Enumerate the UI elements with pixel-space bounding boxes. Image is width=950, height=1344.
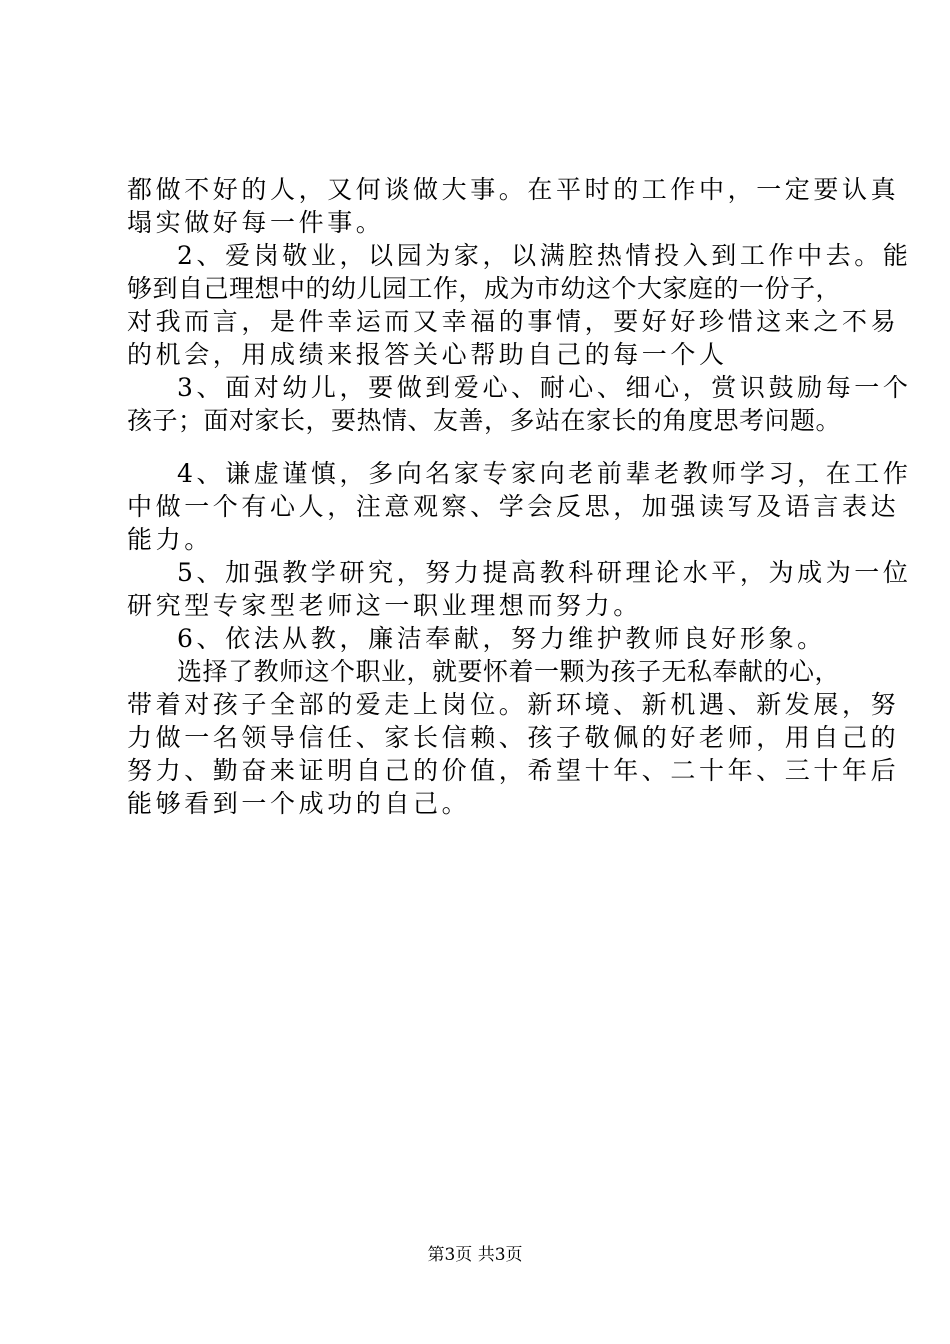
text-line: 努力、勤奋来证明自己的价值，希望十年、二十年、三十年后 — [127, 756, 900, 785]
text-line: 6、依法从教，廉洁奉献，努力维护教师良好形象。 — [177, 624, 826, 653]
text-line: 力做一名领导信任、家长信赖、孩子敬佩的好老师，用自己的 — [127, 723, 900, 752]
paragraph-gap — [127, 437, 867, 457]
document-body — [127, 173, 912, 820]
text-line: 够到自己理想中的幼儿园工作，成为市幼这个大家庭的一份子， — [127, 274, 842, 303]
text-line: 选择了教师这个职业，就要怀着一颗为孩子无私奉献的心， — [177, 657, 841, 686]
text-line: 的机会，用成绩来报答关心帮助自己的每一个人 — [127, 340, 728, 369]
text-line: 中做一个有心人，注意观察、学会反思，加强读写及语言表达 — [127, 492, 900, 521]
text-line: 对我而言，是件幸运而又幸福的事情，要好好珍惜这来之不易 — [127, 307, 900, 336]
page-number-footer: 第3页 共3页 — [427, 1245, 523, 1265]
text-line: 带着对孩子全部的爱走上岗位。新环境、新机遇、新发展，努 — [127, 690, 900, 719]
text-line: 塌实做好每一件事。 — [127, 208, 385, 237]
text-line: 能力。 — [127, 525, 213, 554]
text-line: 3、面对幼儿，要做到爱心、耐心、细心，赏识鼓励每一个 — [177, 373, 912, 402]
text-line: 5、加强教学研究，努力提高教科研理论水平，为成为一位 — [177, 558, 912, 587]
text-line: 4、谦虚谨慎，多向名家专家向老前辈老教师学习，在工作 — [177, 459, 912, 488]
text-line: 研究型专家型老师这一职业理想而努力。 — [127, 591, 642, 620]
text-line: 能够看到一个成功的自己。 — [127, 789, 471, 818]
text-line: 孩子；面对家长，要热情、友善，多站在家长的角度思考问题。 — [127, 406, 842, 435]
text-line: 都做不好的人，又何谈做大事。在平时的工作中，一定要认真 — [127, 175, 900, 204]
text-line: 2、爱岗敬业，以园为家，以满腔热情投入到工作中去。能 — [177, 241, 912, 270]
